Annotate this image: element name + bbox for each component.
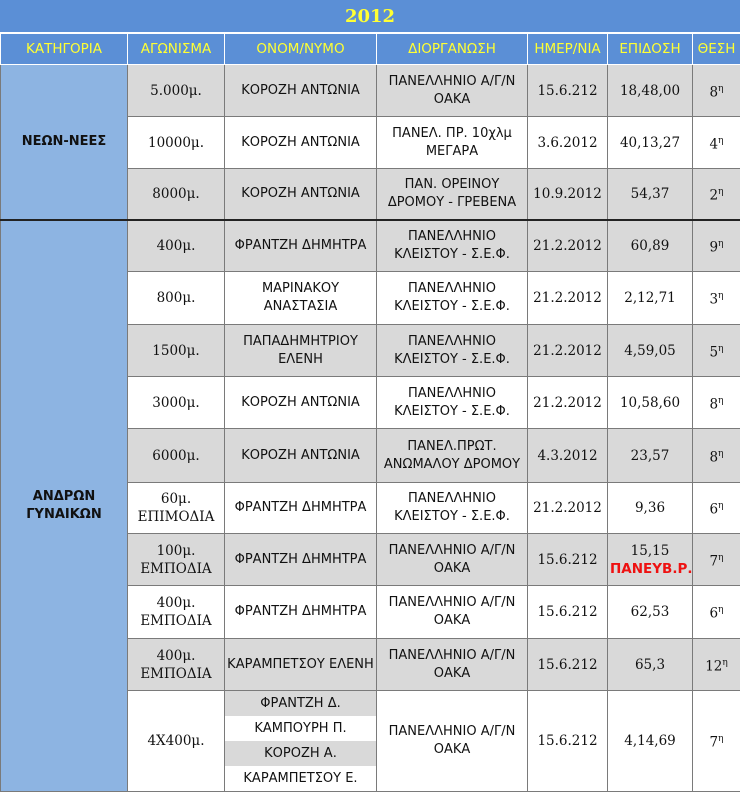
col-header-position: ΘΕΣΗ [693,34,740,65]
position-suffix: η [718,187,724,197]
position-suffix: η [722,657,728,668]
event-cell: 3000μ. [128,377,225,429]
date-cell: 15.6.212 [528,65,608,117]
performance-cell [608,169,693,220]
organization-cell: ΠΑΝΕΛΛΗΝΙΟ Α/Γ/Ν ΟΑΚΑ [377,691,528,792]
position-suffix: η [718,239,724,249]
position-cell [693,220,740,272]
relay-athlete-name: ΚΑΜΠΟΥΡΗ Π. [225,716,376,741]
athlete-name-cell: ΦΡΑΝΤΖΗ ΔΗΜΗΤΡΑ [225,220,377,272]
position-suffix: η [718,734,724,745]
organization-cell: ΠΑΝΕΛΛΗΝΙΟ Α/Γ/Ν ΟΑΚΑ [377,65,528,117]
event-cell: 4Χ400μ. [128,691,225,792]
organization-cell: ΠΑΝΕΛΛΗΝΙΟ Α/Γ/Ν ΟΑΚΑ [377,639,528,691]
position-suffix: η [718,135,724,146]
position-suffix: η [718,448,724,459]
position-value: 12 [705,658,723,675]
col-header-category: ΚΑΤΗΓΟΡΙΑ [1,34,128,65]
performance-value: 10,58,60 [619,394,681,411]
performance-cell: 4,14,69 [608,691,693,792]
position-value: 5 [709,344,719,361]
athlete-name-cell: ΚΟΡΟΖΗ ΑΝΤΩΝΙΑ [225,377,377,429]
performance-cell [608,220,693,272]
position-cell [693,483,740,534]
position-cell [693,429,740,483]
event-cell: 6000μ. [128,429,225,483]
athlete-name-cell: ΚΟΡΟΖΗ ΑΝΤΩΝΙΑ [225,169,377,220]
organization-cell: ΠΑΝΕΛ.ΠΡΩΤ. ΑΝΩΜΑΛΟΥ ΔΡΟΜΟΥ [377,429,528,483]
performance-value: 65,3 [634,656,666,673]
position-cell [693,325,740,377]
position-cell [693,169,740,220]
performance-value: 62,53 [630,604,670,620]
athlete-name-cell: ΚΟΡΟΖΗ ΑΝΤΩΝΙΑ [225,429,377,483]
position-value: 6 [709,501,719,518]
date-cell: 21.2.2012 [528,377,608,429]
position-value: 9 [709,239,719,256]
performance-value: 2,12,71 [624,290,676,306]
performance-cell [608,65,693,117]
athlete-name-cell: ΦΡΑΝΤΖΗ ΔΗΜΗΤΡΑ [225,534,377,586]
performance-cell [608,272,693,325]
athlete-name-cell: ΚΟΡΟΖΗ ΑΝΤΩΝΙΑ [225,65,377,117]
performance-cell [608,377,693,429]
performance-value: 60,89 [630,237,670,254]
position-suffix: η [718,291,724,302]
performance-value: 15,15 [630,542,670,559]
athlete-name-cell: ΦΡΑΝΤΖΗ ΔΗΜΗΤΡΑ [225,586,377,639]
header-row [1,34,740,65]
relay-names-cell [225,691,377,792]
category-cell: ΝΕΩΝ-ΝΕΕΣ [1,65,128,220]
organization-cell: ΠΑΝΕΛΛΗΝΙΟ ΚΛΕΙΣΤΟΥ - Σ.Ε.Φ. [377,325,528,377]
date-cell: 21.2.2012 [528,325,608,377]
position-cell [693,586,740,639]
performance-cell [608,117,693,169]
position-value: 8 [709,449,719,466]
performance-cell [608,429,693,483]
col-header-date: ΗΜΕΡ/ΝΙΑ [528,34,608,65]
date-cell: 15.6.212 [528,586,608,639]
performance-value: 40,13,27 [619,134,681,151]
event-cell: 400μ. [128,220,225,272]
performance-cell [608,586,693,639]
organization-cell: ΠΑΝΕΛ. ΠΡ. 10χλμ ΜΕΓΑΡΑ [377,117,528,169]
event-cell: 60μ. ΕΠΙΜΟΔΙΑ [128,483,225,534]
position-suffix: η [718,395,724,406]
performance-cell [608,534,693,586]
performance-value: 4,59,05 [624,342,676,359]
position-cell [693,272,740,325]
performance-note: ΠΑΝΕΥΒ.Ρ. [610,560,693,577]
year-title: 2012 [0,0,740,33]
position-suffix: η [718,605,724,616]
position-value: 6 [709,605,719,622]
relay-athlete-name: ΚΟΡΟΖΗ Α. [225,741,376,766]
date-cell: 10.9.2012 [528,169,608,220]
event-cell: 8000μ. [128,169,225,220]
position-value: 3 [709,291,719,308]
position-cell [693,639,740,691]
athlete-name-cell: ΦΡΑΝΤΖΗ ΔΗΜΗΤΡΑ [225,483,377,534]
position-cell [693,691,740,792]
performance-value: 54,37 [630,185,670,202]
performance-cell [608,325,693,377]
performance-value: 18,48,00 [619,82,681,99]
date-cell: 3.6.2012 [528,117,608,169]
event-cell: 100μ. ΕΜΠΟΔΙΑ [128,534,225,586]
date-cell: 21.2.2012 [528,220,608,272]
relay-athlete-name: ΦΡΑΝΤΖΗ Δ. [225,691,376,716]
position-value: 2 [709,187,719,204]
col-header-event: ΑΓΩΝΙΣΜΑ [128,34,225,65]
col-header-performance: ΕΠΙΔΟΣΗ [608,34,693,65]
organization-cell: ΠΑΝΕΛΛΗΝΙΟ Α/Γ/Ν ΟΑΚΑ [377,534,528,586]
date-cell: 15.6.212 [528,639,608,691]
event-cell: 5.000μ. [128,65,225,117]
relay-athlete-name: ΚΑΡΑΜΠΕΤΣΟΥ Ε. [225,766,376,791]
organization-cell: ΠΑΝ. ΟΡΕΙΝΟΥ ΔΡΟΜΟΥ - ΓΡΕΒΕΝΑ [377,169,528,220]
col-header-organization: ΔΙΟΡΓΑΝΩΣΗ [377,34,528,65]
position-value: 7 [709,734,719,751]
date-cell: 21.2.2012 [528,272,608,325]
position-cell [693,117,740,169]
event-cell: 400μ. ΕΜΠΟΔΙΑ [128,586,225,639]
position-value: 8 [709,84,719,101]
event-cell: 800μ. [128,272,225,325]
athlete-name-cell: ΠΑΠΑΔΗΜΗΤΡΙΟΥ ΕΛΕΝΗ [225,325,377,377]
performance-cell [608,483,693,534]
position-suffix: η [718,501,724,512]
position-cell [693,65,740,117]
table-row [1,220,740,272]
table-row [1,65,740,117]
athlete-name-cell: ΚΟΡΟΖΗ ΑΝΤΩΝΙΑ [225,117,377,169]
organization-cell: ΠΑΝΕΛΛΗΝΙΟ ΚΛΕΙΣΤΟΥ - Σ.Ε.Φ. [377,483,528,534]
event-cell: 10000μ. [128,117,225,169]
position-cell [693,534,740,586]
event-cell: 1500μ. [128,325,225,377]
position-suffix: η [718,552,724,563]
date-cell: 15.6.212 [528,691,608,792]
position-suffix: η [718,83,724,94]
performance-value: 9,36 [634,500,666,516]
organization-cell: ΠΑΝΕΛΛΗΝΙΟ ΚΛΕΙΣΤΟΥ - Σ.Ε.Φ. [377,220,528,272]
date-cell: 4.3.2012 [528,429,608,483]
athlete-name-cell: ΚΑΡΑΜΠΕΤΣΟΥ ΕΛΕΝΗ [225,639,377,691]
category-cell: ΑΝΔΡΩΝ ΓΥΝΑΙΚΩΝ [1,220,128,792]
organization-cell: ΠΑΝΕΛΛΗΝΙΟ ΚΛΕΙΣΤΟΥ - Σ.Ε.Φ. [377,272,528,325]
position-value: 7 [709,553,719,570]
date-cell: 21.2.2012 [528,483,608,534]
organization-cell: ΠΑΝΕΛΛΗΝΙΟ Α/Γ/Ν ΟΑΚΑ [377,586,528,639]
performance-cell [608,639,693,691]
event-cell: 400μ. ΕΜΠΟΔΙΑ [128,639,225,691]
results-grid [0,33,740,792]
position-value: 4 [709,136,719,153]
position-value: 8 [709,396,719,413]
organization-cell: ΠΑΝΕΛΛΗΝΙΟ ΚΛΕΙΣΤΟΥ - Σ.Ε.Φ. [377,377,528,429]
performance-value: 23,57 [630,447,670,464]
position-suffix: η [718,343,724,354]
col-header-name: ΟΝΟΜ/ΝΥΜΟ [225,34,377,65]
athlete-name-cell: ΜΑΡΙΝΑΚΟΥ ΑΝΑΣΤΑΣΙΑ [225,272,377,325]
date-cell: 15.6.212 [528,534,608,586]
position-cell [693,377,740,429]
